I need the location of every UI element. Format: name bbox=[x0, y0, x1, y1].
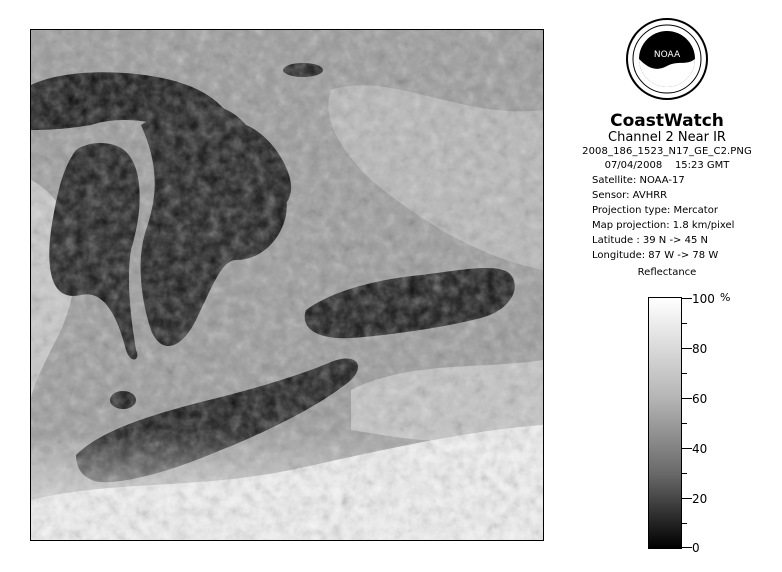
colorbar-minor-tick bbox=[682, 423, 687, 424]
colorbar-tick bbox=[682, 448, 692, 449]
date-value: 07/04/2008 bbox=[604, 160, 663, 171]
colorbar-minor-tick bbox=[682, 473, 687, 474]
colorbar-tick bbox=[682, 398, 692, 399]
satellite-line: Satellite: NOAA-17 bbox=[592, 175, 685, 186]
colorbar-unit: % bbox=[720, 291, 731, 304]
satellite-image bbox=[30, 29, 544, 541]
colorbar-minor-tick bbox=[682, 373, 687, 374]
colorbar-label-100: 100 bbox=[692, 292, 715, 306]
colorbar-tick bbox=[682, 348, 692, 349]
colorbar-tick bbox=[682, 498, 692, 499]
map-projection-line: Map projection: 1.8 km/pixel bbox=[592, 220, 735, 231]
colorbar-tick bbox=[682, 298, 692, 299]
channel-label: Channel 2 Near IR bbox=[608, 130, 726, 145]
noaa-logo-icon bbox=[626, 18, 708, 100]
colorbar-label-60: 60 bbox=[692, 392, 708, 406]
colorbar-label-20: 20 bbox=[692, 492, 708, 506]
colorbar-minor-tick bbox=[682, 523, 687, 524]
file-name: 2008_186_1523_N17_GE_C2.PNG bbox=[582, 146, 752, 157]
colorbar-label-80: 80 bbox=[692, 342, 708, 356]
reflectance-colorbar bbox=[648, 297, 682, 549]
map-graphic bbox=[31, 30, 543, 540]
colorbar-label-40: 40 bbox=[692, 442, 708, 456]
colorbar-title: Reflectance bbox=[637, 267, 697, 278]
sensor-line: Sensor: AVHRR bbox=[592, 190, 668, 201]
colorbar-label-0: 0 bbox=[692, 541, 700, 555]
longitude-line: Longitude: 87 W -> 78 W bbox=[592, 250, 719, 261]
metadata-block bbox=[562, 173, 772, 263]
latitude-line: Latitude : 39 N -> 45 N bbox=[592, 235, 708, 246]
colorbar-minor-tick bbox=[682, 323, 687, 324]
colorbar-tick bbox=[682, 547, 692, 548]
product-title: CoastWatch bbox=[610, 111, 724, 131]
texture bbox=[31, 30, 543, 540]
date-time bbox=[562, 159, 772, 173]
time-value: 15:23 GMT bbox=[674, 160, 730, 171]
projection-type-line: Projection type: Mercator bbox=[592, 205, 718, 216]
logo-text: NOAA bbox=[653, 50, 681, 60]
info-panel bbox=[562, 18, 772, 278]
